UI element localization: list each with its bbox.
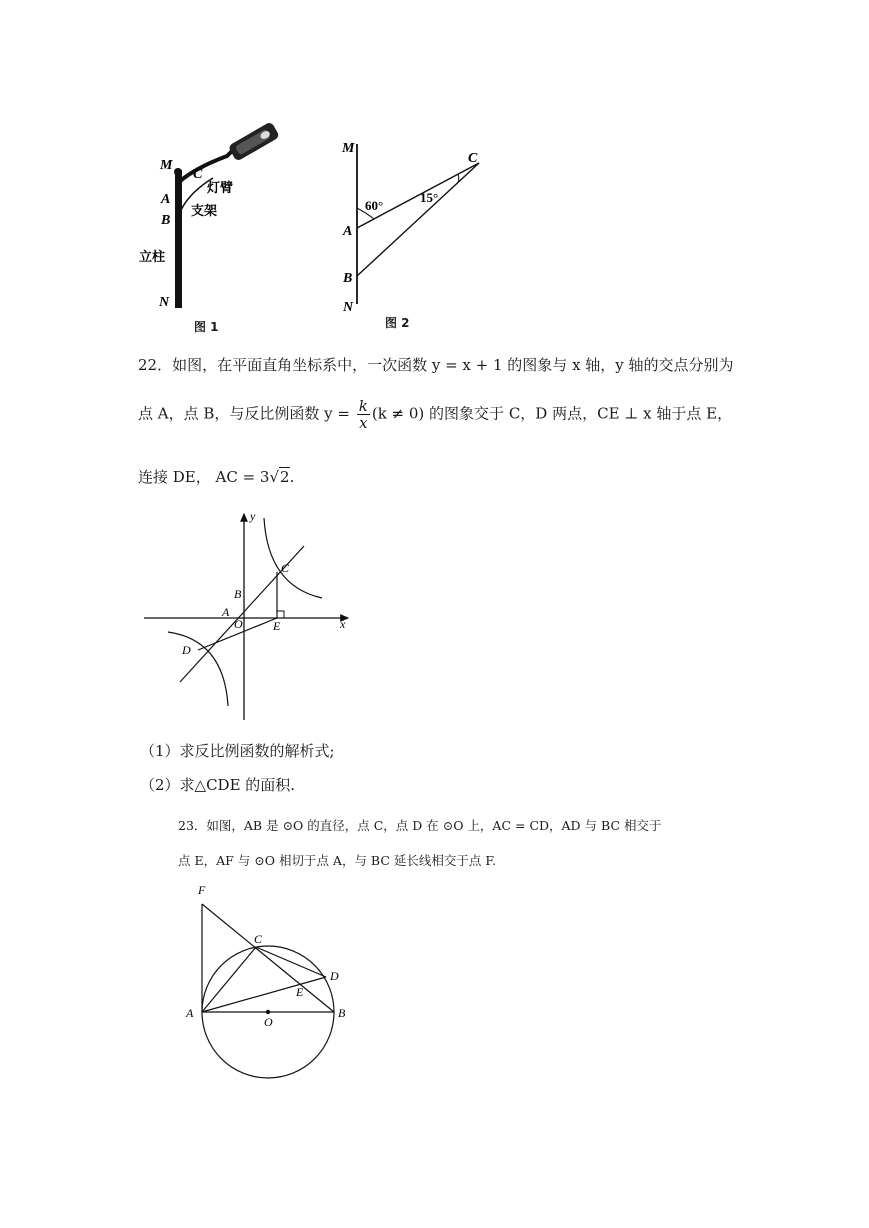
q22-coordinate-graph [140,506,360,726]
fig1-label-A: A [161,192,171,207]
fig1-label-M: M [160,158,173,173]
figure-2-geometry [336,136,496,316]
label-O: O [234,617,243,631]
q22-sqrt-value: 2 [280,468,290,486]
label-C: C [281,561,290,575]
lamp-arm [179,148,235,182]
lamp-head [228,121,280,162]
fraction-denominator: x [359,414,368,432]
figure-1-street-lamp [135,118,295,318]
fig1-label-N: N [159,295,170,310]
figure-2-caption: 图 2 [385,316,410,330]
fig1-label-bracket: 支架 [191,204,218,219]
fig2-label-C: C [468,151,478,166]
fig2-label-M: M [342,141,355,156]
q22-line-3-post: . [289,468,295,486]
fig2-label-N: N [343,300,354,315]
fig2-label-B: B [343,271,353,286]
q22-subquestion-2: （2）求△CDE 的面积. [140,776,296,794]
segment-AC [357,163,479,228]
label-E: E [273,619,281,633]
q22-line-3: 连接 DE， AC = 3√2. [138,468,295,486]
line-FB [202,904,334,1012]
chord-CD [256,947,326,977]
segment-BC [357,163,479,276]
q22-line-3-pre: 连接 DE， AC = 3 [138,468,270,486]
label-A: A [222,605,230,619]
q22-line-2-post: (k ≠ 0) 的图象交于 C，D 两点，CE ⊥ x 轴于点 E， [371,404,733,423]
q23-line-2: 点 E，AF 与 ⊙O 相切于点 A，与 BC 延长线相交于点 F. [178,853,497,868]
fig1-label-B: B [161,213,171,228]
lamp-pole-top [174,168,182,176]
label-x: x [340,617,346,631]
fig1-label-C: C [193,167,203,182]
q22-subquestion-1: （1）求反比例函数的解析式; [140,742,335,760]
label-D: D [330,969,339,983]
label-B: B [338,1006,346,1020]
q22-line-1: 22．如图，在平面直角坐标系中，一次函数 y = x + 1 的图象与 x 轴，y 轴的交点分别为 [138,356,734,374]
q22-fraction-k-over-x [357,398,370,431]
q23-circle-figure [180,880,360,1090]
figure-1-caption: 图 1 [194,320,219,334]
fig1-label-arm: 灯臂 [207,181,234,196]
hyperbola-branch-3 [168,632,228,706]
chord-AD [202,977,326,1012]
q22-line-2-pre: 点 A，点 B，与反比例函数 y = [138,404,355,423]
label-E: E [296,985,304,999]
label-y: y [250,509,256,523]
fraction-numerator: k [358,397,368,415]
label-D: D [182,643,191,657]
fig1-label-pole: 立柱 [139,250,166,265]
right-angle-mark [277,611,284,618]
label-O: O [264,1015,273,1029]
fig2-label-angle60: 60° [365,198,384,213]
q23-line-1: 23．如图，AB 是 ⊙O 的直径，点 C，点 D 在 ⊙O 上，AC = CD，AD 与 BC 相交于 [178,818,662,833]
fig2-label-A: A [343,224,353,239]
label-C: C [254,932,263,946]
label-A: A [186,1006,194,1020]
lamp-pole [175,170,182,308]
label-B: B [234,587,242,601]
q22-line-2 [138,398,732,431]
center-point-O [266,1010,270,1014]
label-F: F [198,883,206,897]
fig2-label-angle15: 15° [420,190,439,205]
